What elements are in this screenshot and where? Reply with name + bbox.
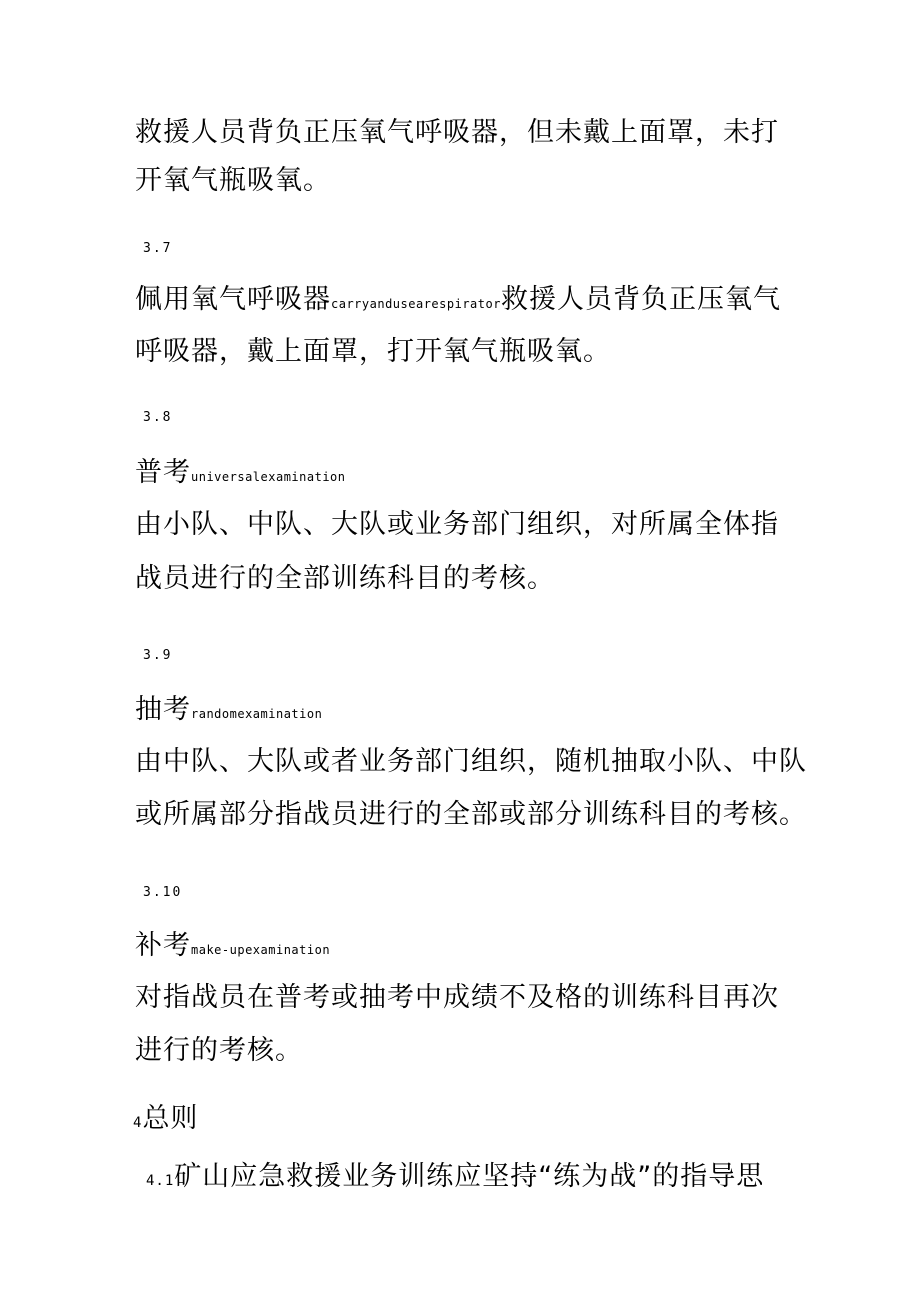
section-number-3-10: 3.10 [143,885,183,900]
definition-3-8-line1: 由小队、中队、大队或业务部门组织，对所属全体指 [135,509,779,540]
term-3-10-line [135,929,330,967]
section-number-3-8: 3.8 [143,410,173,425]
term-3-7: 佩用氧气呼吸器 [135,284,331,315]
term-3-10: 补考 [135,930,191,961]
definition-3-9-line2: 或所属部分指战员进行的全部或部分训练科目的考核。 [135,799,807,830]
paragraph-line: 开氧气瓶吸氧。 [135,165,331,196]
term-3-9-line [135,693,322,731]
term-3-9-english: randomexamination [191,707,323,721]
definition-3-10-line2: 进行的考核。 [135,1035,303,1066]
term-3-8: 普考 [135,457,191,488]
term-3-8-line [135,456,346,494]
definition-3-7-start: 救援人员背负正压氧气 [500,284,781,315]
definition-3-10-line1: 对指战员在普考或抽考中成绩不及格的训练科目再次 [135,982,779,1013]
term-3-10-english: make-upexamination [191,943,331,957]
paragraph-line: 救援人员背负正压氧气呼吸器，但未戴上面罩，未打 [135,117,779,148]
section-number-3-9: 3.9 [143,648,173,663]
section-heading-4 [133,1102,198,1140]
definition-3-7-line2: 呼吸器，戴上面罩，打开氧气瓶吸氧。 [135,336,611,367]
term-3-7-english: carryandusearespirator [331,297,501,311]
section-4-1-line [146,1160,764,1198]
definition-3-9-line1: 由中队、大队或者业务部门组织，随机抽取小队、中队 [135,746,807,777]
section-number-4-1: 4.1 [146,1173,175,1189]
term-3-9: 抽考 [135,694,191,725]
section-title-4: 总则 [142,1103,199,1134]
term-3-7-line [135,283,781,321]
section-number-3-7: 3.7 [143,241,173,256]
section-number-4: 4 [133,1115,143,1131]
section-4-1-text: 矿山应急救援业务训练应坚持“练为战”的指导思 [174,1161,765,1192]
term-3-8-english: universalexamination [191,470,346,484]
definition-3-8-line2: 战员进行的全部训练科目的考核。 [135,563,555,594]
